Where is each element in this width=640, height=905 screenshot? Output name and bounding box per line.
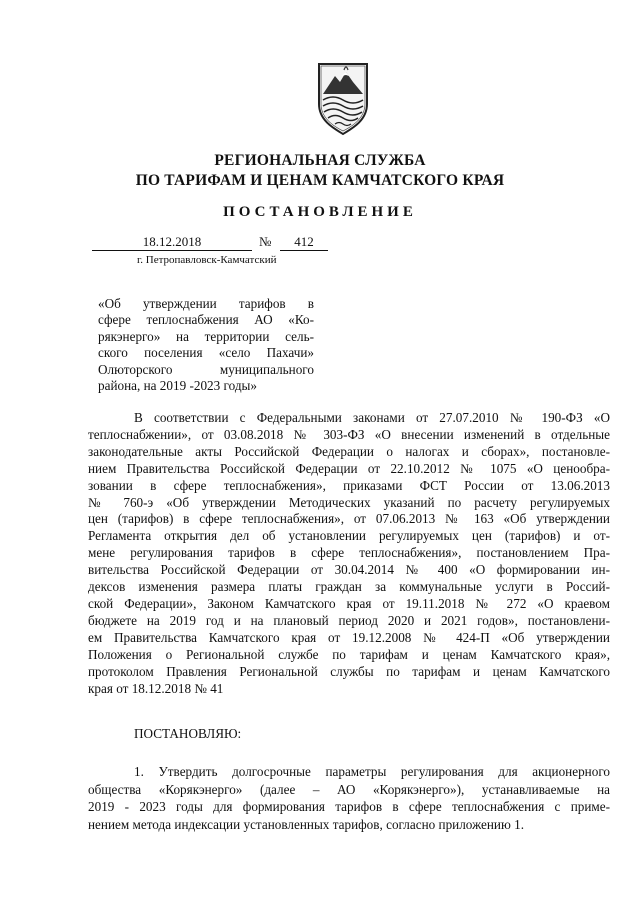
document-city: г. Петропавловск-Камчатский <box>137 254 277 266</box>
subject-line: рякэнерго» на территории сель- <box>98 328 314 344</box>
body-line: цен (тарифов) в сфере теплоснабжения», от 07.06.2013 № 163 «Об утверждении <box>88 511 610 527</box>
document-date: 18.12.2018 <box>92 234 252 251</box>
subject-line: ского поселения «село Пахачи» <box>98 345 314 361</box>
body-line: законодательные акты Российской Федерации о налогах и сборах», постановле- <box>88 443 610 459</box>
item-1-paragraph <box>88 763 610 833</box>
item-line: общества «Корякэнерго» (далее – АО «Корякэнерго»), устанавливаемые на <box>88 781 610 797</box>
body-line: Регламента открытия дел об установлении регулируемых цен (тарифов) и от- <box>88 528 610 544</box>
body-line: вительства Российской Федерации от 30.04.2014 № 400 «О формировании ин- <box>88 562 610 578</box>
item-line: нением метода индексации установленных тарифов, согласно приложению 1. <box>88 816 525 832</box>
number-sign: № <box>259 234 272 249</box>
body-line: бюджете на 2019 год и на плановый период 2020 и 2021 годов», постановлени- <box>88 612 610 628</box>
body-line: зовании в сфере теплоснабжения», приказами ФСТ России от 13.06.2013 <box>88 477 610 493</box>
subject-line: Олюторского муниципального <box>98 361 314 377</box>
body-line: теплоснабжении», от 03.08.2018 № 303-ФЗ «О внесении изменений в отдельные <box>88 426 610 442</box>
document-number: 412 <box>280 234 328 251</box>
agency-name-line-2: ПО ТАРИФАМ И ЦЕНАМ КАМЧАТСКОГО КРАЯ <box>135 172 505 189</box>
document-subject <box>98 296 314 394</box>
subject-line: сфере теплоснабжения АО «Ко- <box>98 312 314 328</box>
body-line: ской Федерации», Законом Камчатского края от 19.11.2018 № 272 «О краевом <box>88 595 610 611</box>
body-line: протоколом Правления Региональной службы по тарифам и ценам Камчатского <box>88 663 610 679</box>
item-line: 1. Утвердить долгосрочные параметры регулирования для акционерного <box>134 764 610 779</box>
body-line: нием Правительства Российской Федерации от 22.10.2012 № 1075 «О ценообра- <box>88 460 610 476</box>
agency-name-line-1: РЕГИОНАЛЬНАЯ СЛУЖБА <box>214 152 426 169</box>
body-line: Положения о Региональной службе по тарифам и ценам Камчатского края», <box>88 646 610 662</box>
preamble-paragraph <box>88 410 610 697</box>
kamchatka-coat-of-arms-icon <box>313 60 373 136</box>
body-line: В соответствии с Федеральными законами от 27.07.2010 № 190-ФЗ «О <box>134 410 610 425</box>
subject-line: района, на 2019 -2023 годы» <box>98 378 258 394</box>
body-line: края от 18.12.2018 № 41 <box>88 680 224 696</box>
body-line: мене регулирования тарифов в сфере теплоснабжения», постановлением Пра- <box>88 545 610 561</box>
body-line: дексов изменения размера платы граждан за коммунальные услуги в Россий- <box>88 579 610 595</box>
item-line: 2019 - 2023 годы для формирования тарифов в сфере теплоснабжения с приме- <box>88 799 610 814</box>
subject-line: «Об утверждении тарифов в <box>98 296 314 311</box>
body-line: ем Правительства Камчатского края от 19.12.2008 № 424-П «Об утверждении <box>88 629 610 645</box>
body-line: № 760-э «Об утверждении Методических указаний по расчету регулируемых <box>88 494 610 510</box>
decree-word: ПОСТАНОВЛЯЮ: <box>134 726 242 741</box>
document-title: ПОСТАНОВЛЕНИЕ <box>223 204 417 220</box>
